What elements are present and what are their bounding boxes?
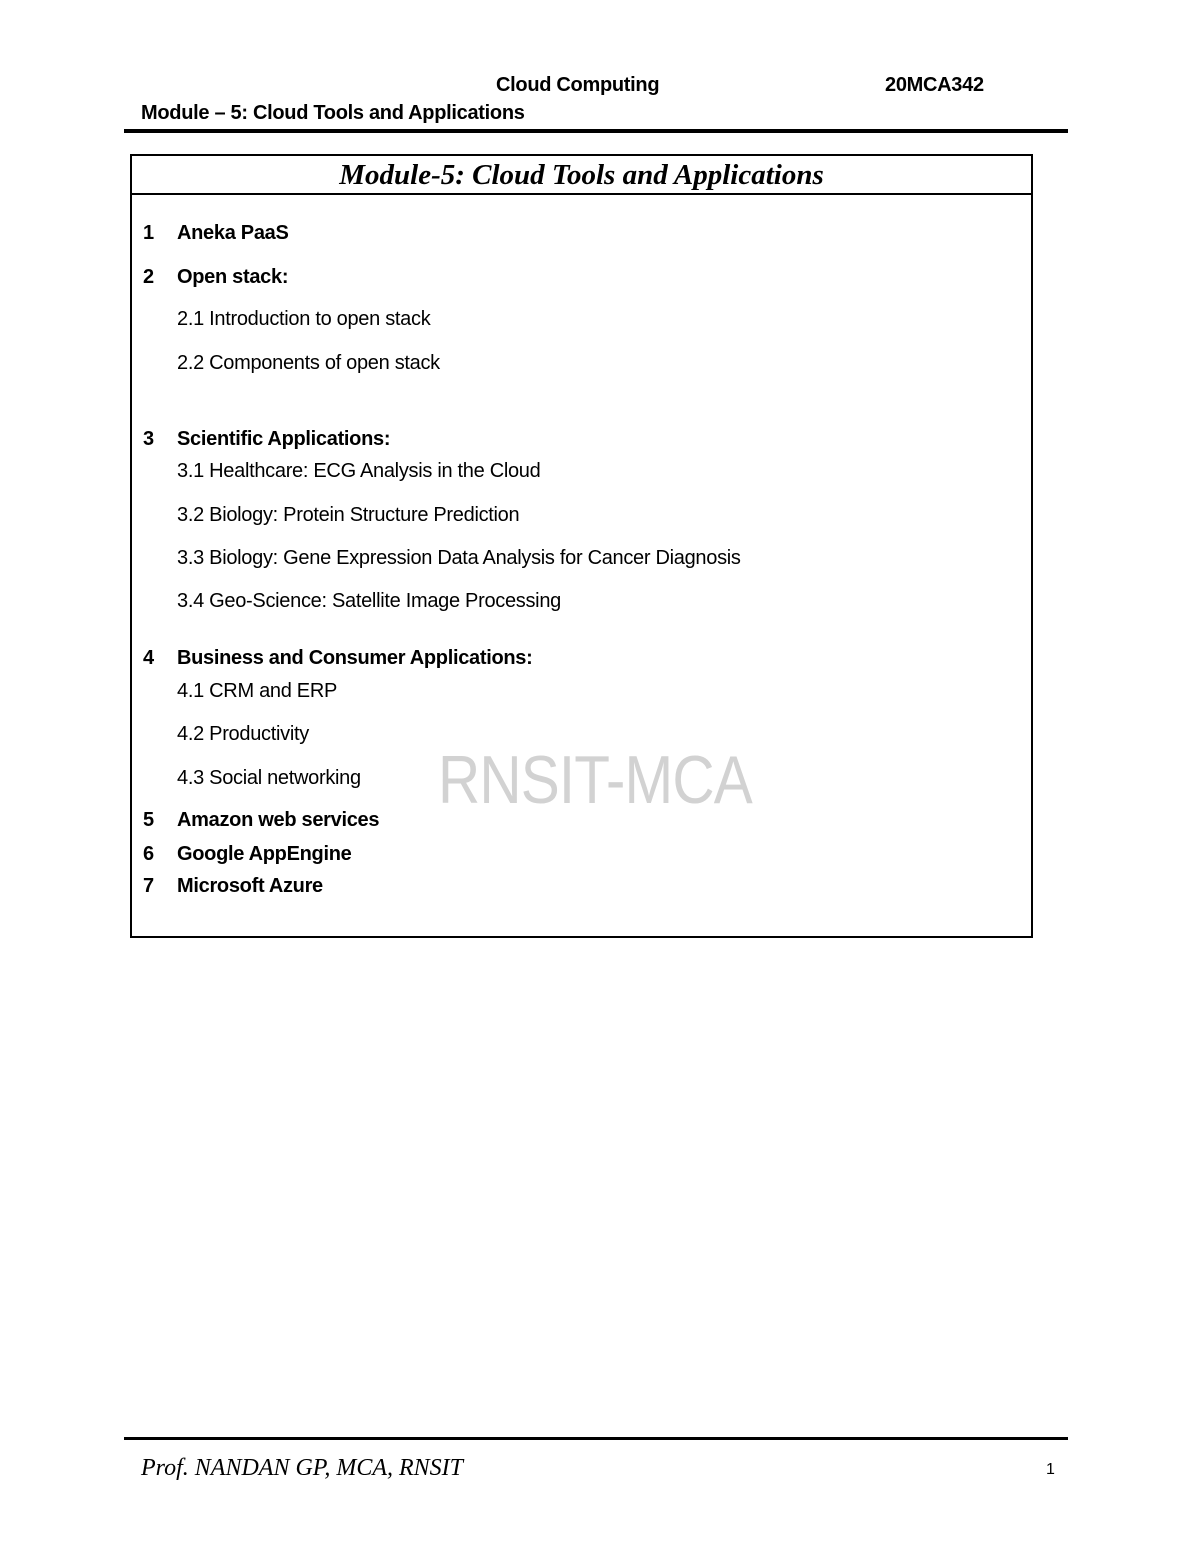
course-title: Cloud Computing [496,74,660,96]
toc-subitem: 4.1 CRM and ERP [177,680,338,702]
toc-item: Open stack: [177,266,289,288]
toc-item: Business and Consumer Applications: [177,647,533,669]
toc-item: Amazon web services [177,809,380,831]
toc-item: Aneka PaaS [177,222,289,244]
footer-author: Prof. NANDAN GP, MCA, RNSIT [141,1455,464,1481]
toc-subitem: 3.1 Healthcare: ECG Analysis in the Cloud [177,460,541,482]
toc-subitem: 4.3 Social networking [177,767,361,789]
toc-subitem: 3.2 Biology: Protein Structure Prediction [177,504,520,526]
toc-item: Google AppEngine [177,843,352,865]
toc-item-number: 3 [143,428,154,450]
footer-divider [124,1437,1068,1440]
module-subtitle: Module – 5: Cloud Tools and Applications [141,102,525,124]
watermark: RNSIT-MCA [438,742,752,818]
toc-item-number: 2 [143,266,154,288]
toc-item-number: 4 [143,647,154,669]
toc-subitem: 3.4 Geo-Science: Satellite Image Processing [177,590,561,612]
toc-item-number: 7 [143,875,154,897]
toc-item-number: 5 [143,809,154,831]
toc-subitem: 3.3 Biology: Gene Expression Data Analysis for Cancer Diagnosis [177,547,741,569]
table-of-contents [130,154,1033,938]
toc-item: Microsoft Azure [177,875,323,897]
header-divider [124,129,1068,133]
toc-item-number: 1 [143,222,154,244]
page-number: 1 [1046,1461,1055,1478]
toc-item-number: 6 [143,843,154,865]
course-code: 20MCA342 [885,74,984,96]
toc-subitem: 2.2 Components of open stack [177,352,440,374]
toc-item: Scientific Applications: [177,428,391,450]
toc-subitem: 4.2 Productivity [177,723,309,745]
toc-title: Module-5: Cloud Tools and Applications [132,156,1031,195]
toc-subitem: 2.1 Introduction to open stack [177,308,431,330]
